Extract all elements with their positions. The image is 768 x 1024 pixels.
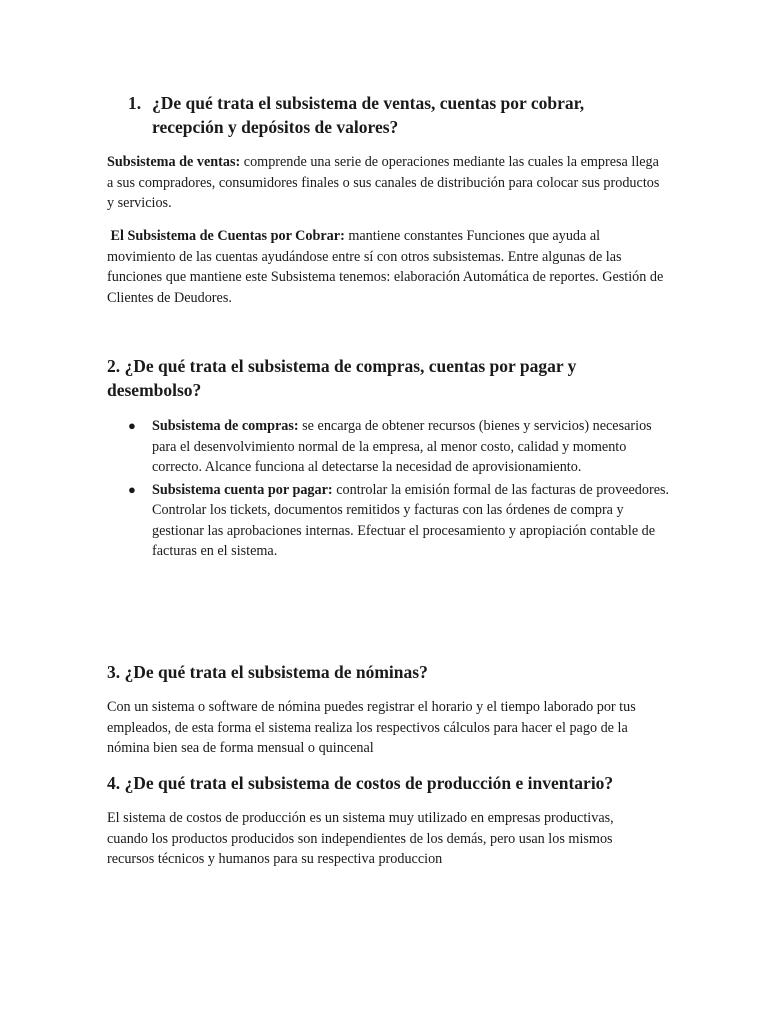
- section-4-number: 4.: [107, 773, 121, 793]
- bullet-icon: ●: [128, 418, 136, 433]
- bullet-1-text: se encarga de obtener recursos (bienes y servicios) necesarios para el desenvolvimiento normal de la empresa, al menor costo, calidad y momento correcto. Alcance funciona al detectarse la necesidad de aprovisionamiento.: [152, 418, 652, 475]
- section-3-title: ¿De qué trata el subsistema de nóminas?: [124, 662, 428, 682]
- section-3-number: 3.: [107, 662, 121, 682]
- section-1-paragraph-1-text: comprende una serie de operaciones mediante las cuales la empresa llega a sus compradores, consumidores finales o sus canales de distribución para colocar sus productos y servicios.: [107, 154, 660, 211]
- section-1-title-line2: recepción y depósitos de valores?: [152, 117, 399, 137]
- bullet-1-term: Subsistema de compras:: [152, 418, 299, 434]
- section-2-number: 2.: [107, 356, 121, 376]
- bullet-icon: ●: [128, 481, 136, 497]
- list-item: [107, 480, 677, 562]
- section-1-paragraph-2-term: El Subsistema de Cuentas por Cobrar:: [107, 228, 345, 244]
- section-1-paragraph-2-text: mantiene constantes Funciones que ayuda al movimiento de las cuentas ayudándose entre sí con otros subsistemas. Entre algunas de las funciones que mantiene este Subsistema tenemos: elaboración Automática de reportes. Gestión de Clientes de Deudores.: [107, 228, 671, 306]
- section-1-number: 1.: [128, 93, 142, 113]
- bullet-2-text: controlar la emisión formal de las facturas de proveedores. Controlar los tickets, documentos remitidos y facturas con las órdenes de compra y gestionar las aprobaciones internas. Efectuar el procesamiento y apropiación contable de facturas en el sistema.: [152, 481, 670, 559]
- section-2-title-line1: ¿De qué trata el subsistema de compras, cuentas por pagar y: [124, 356, 577, 376]
- section-3-heading: [107, 660, 647, 684]
- section-4-paragraph: El sistema de costos de producción es un sistema muy utilizado en empresas productivas, cuando los productos producidos son independientes de los demás, pero usan los mismos recursos técnicos y humanos para su respectiva produccion: [107, 810, 614, 867]
- section-3-paragraph: Con un sistema o software de nómina puedes registrar el horario y el tiempo laborado por tus empleados, de esta forma el sistema realiza los respectivos cálculos para hacer el pago de la nómina bien sea de forma mensual o quincenal: [107, 699, 636, 756]
- section-1-paragraph-1: [107, 152, 667, 214]
- section-4-title: ¿De qué trata el subsistema de costos de producción e inventario?: [124, 773, 614, 793]
- section-4-heading: [107, 771, 707, 795]
- bullet-2-term: Subsistema cuenta por pagar:: [152, 481, 333, 498]
- section-1-paragraph-2: [107, 226, 671, 308]
- section-2-heading: [107, 354, 647, 402]
- section-2-bullet-list: [107, 416, 677, 563]
- section-1-heading: [128, 91, 648, 139]
- list-item: [107, 416, 677, 478]
- section-2-title-line2: desembolso?: [107, 380, 202, 400]
- section-1-paragraph-1-term: Subsistema de ventas:: [107, 154, 241, 170]
- section-1-title-line1: ¿De qué trata el subsistema de ventas, cuentas por cobrar,: [152, 93, 585, 113]
